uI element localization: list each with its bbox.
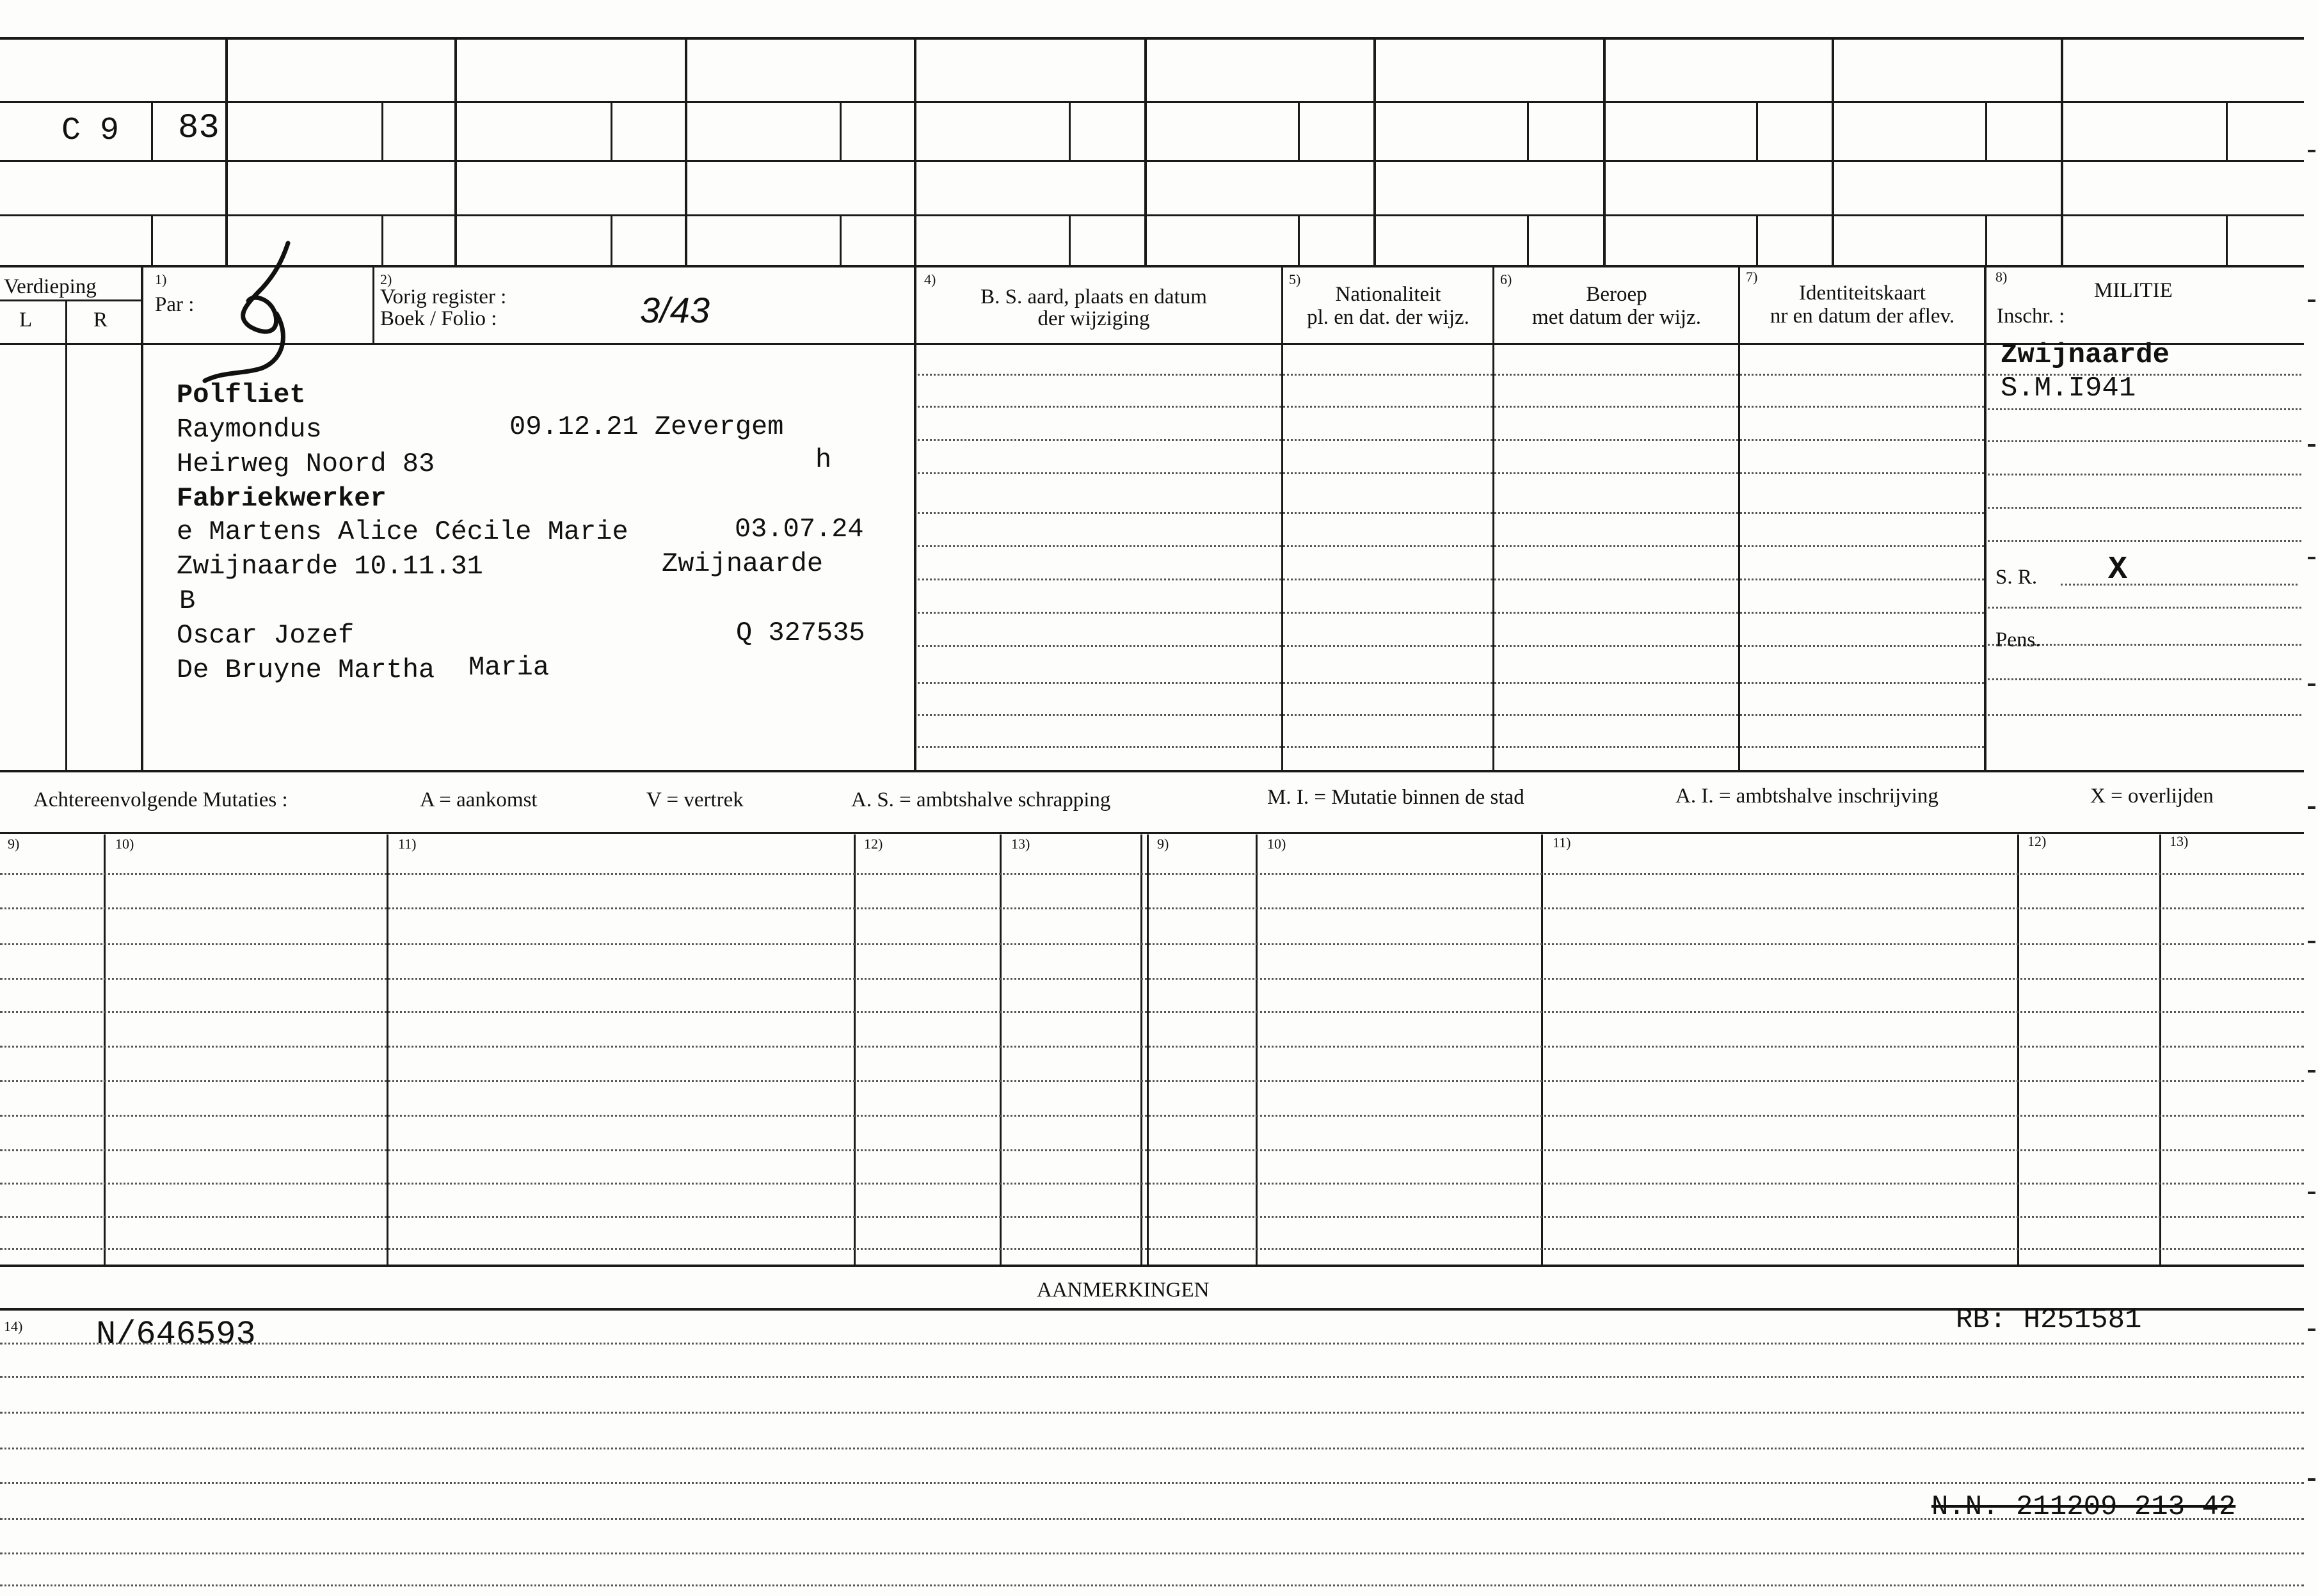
code-left: C 9 [61, 113, 120, 149]
aanmerkingen-rb: RB: H251581 [1956, 1304, 2142, 1336]
nationaliteit-line2: pl. en dat. der wijz. [1307, 306, 1469, 329]
person-birth: 09.12.21 Zevergem [509, 411, 784, 442]
aanmerkingen-nn: N.N. 211209 213 42 [1931, 1491, 2236, 1523]
militie-inschr: Inschr. : [1997, 305, 2065, 328]
person-spouse-birth: 03.07.24 [735, 514, 864, 545]
militie-sr-value: X [2108, 552, 2128, 588]
person-marriage: Zwijnaarde 10.11.31 [177, 551, 483, 582]
person-surname: Polfliet [177, 379, 306, 410]
person-occupation: Fabriekwerker [177, 483, 387, 514]
nationaliteit-line1: Nationaliteit [1335, 283, 1441, 306]
militie-inschr-line1: Zwijnaarde [2001, 339, 2170, 371]
mutaties-title: Achtereenvolgende Mutaties : [33, 788, 288, 811]
beroep-line1: Beroep [1586, 283, 1647, 306]
beroep-line2: met datum der wijz. [1532, 306, 1701, 329]
militie-sr-label: S. R. [1995, 566, 2038, 589]
mutatie-a: A = aankomst [420, 788, 538, 811]
mutatie-as: A. S. = ambtshalve schrapping [851, 788, 1111, 811]
militie-title: MILITIE [2094, 279, 2173, 302]
mutatie-ai: A. I. = ambtshalve inschrijving [1675, 785, 1938, 808]
militie-inschr-line2: S.M.I941 [2001, 372, 2136, 404]
person-id-number: Q 327535 [736, 618, 865, 648]
aanmerkingen-value: N/646593 [96, 1316, 256, 1353]
mutatie-col-9a: 9) [8, 836, 20, 852]
identiteit-line2: nr en datum der aflev. [1770, 305, 1955, 328]
mutatie-col-11a: 11) [398, 836, 417, 852]
person-father: Oscar Jozef [177, 620, 355, 651]
person-letter: B [179, 586, 196, 616]
mutatie-col-12a: 12) [864, 836, 883, 852]
person-firstname: Raymondus [177, 414, 322, 445]
par-label: Par : [155, 293, 195, 316]
mutatie-col-13b: 13) [2170, 833, 2189, 849]
beroep-number: 6) [1500, 271, 1512, 287]
par-number: 1) [155, 271, 167, 287]
identiteit-line1: Identiteitskaart [1799, 282, 1926, 305]
mutatie-col-10b: 10) [1267, 836, 1286, 852]
vorig-line1: Vorig register : [380, 285, 507, 308]
person-address: Heirweg Noord 83 [177, 449, 435, 479]
mutatie-col-13a: 13) [1011, 836, 1030, 852]
person-mother: De Bruyne Martha [177, 655, 435, 685]
person-spouse: e Martens Alice Cécile Marie [177, 516, 628, 547]
verdieping-title: Verdieping [4, 275, 97, 298]
mutatie-mi: M. I. = Mutatie binnen de stad [1267, 786, 1524, 809]
person-marriage-place: Zwijnaarde [662, 548, 824, 579]
nationaliteit-number: 5) [1289, 271, 1301, 287]
vorig-value: 3/43 [640, 290, 710, 330]
militie-number: 8) [1995, 269, 2008, 285]
mutatie-col-12b: 12) [2027, 833, 2047, 849]
mutatie-col-9b: 9) [1157, 836, 1169, 852]
verdieping-right: R [93, 308, 108, 331]
aanmerkingen-title: AANMERKINGEN [1037, 1279, 1210, 1302]
bs-number: 4) [924, 271, 936, 287]
identiteit-number: 7) [1746, 269, 1758, 285]
verdieping-left: L [19, 308, 33, 331]
aanmerkingen-number: 14) [4, 1318, 23, 1334]
bs-line1: B. S. aard, plaats en datum [980, 285, 1207, 308]
mutatie-col-11b: 11) [1553, 834, 1571, 850]
par-signature-icon [192, 237, 307, 384]
mutatie-v: V = vertrek [646, 788, 744, 811]
person-mother-extra: Maria [468, 652, 550, 683]
person-address-mark: h [815, 445, 832, 475]
code-number: 83 [178, 109, 220, 148]
mutatie-col-10a: 10) [115, 836, 134, 852]
vorig-number: 2) [380, 271, 392, 287]
mutatie-x: X = overlijden [2090, 785, 2214, 808]
vorig-line2: Boek / Folio : [380, 307, 497, 330]
bs-line2: der wijziging [1037, 307, 1150, 330]
militie-pens-label: Pens. [1995, 628, 2041, 651]
